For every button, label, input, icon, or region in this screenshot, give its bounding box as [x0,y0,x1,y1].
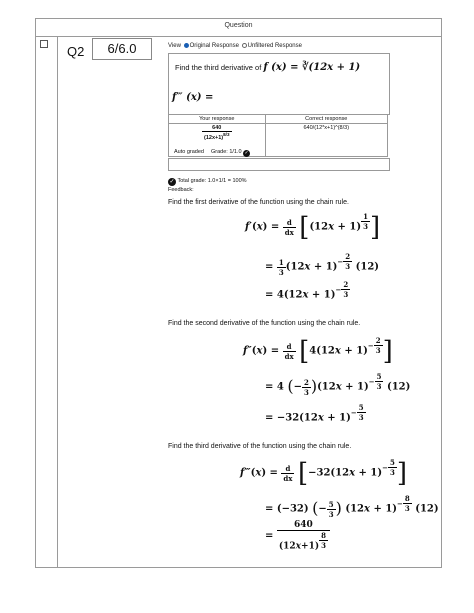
grading-row [168,148,388,158]
step2-eq3: = $-32(12x + 1)^{- \frac{5}{3}}$ [265,403,364,424]
step1-eq1: f′(x) = $\frac{d}{dx}$ [(12x + 1) $^{\frac{1}{3}}$ ] [245,212,381,243]
row-checkbox[interactable] [40,40,48,48]
view-option-original[interactable]: Original Response [189,43,239,49]
your-response-numerator: 640 [202,125,232,132]
grade-text: Grade: 1/1.0 [211,149,242,155]
question-prompt [175,62,360,73]
feedback-label: Feedback: [168,187,194,193]
function-expression: f (x) = ∛(12x + 1) [263,62,361,73]
radio-unfiltered-icon[interactable] [242,43,247,48]
radio-original-icon[interactable] [184,43,189,48]
total-grade [168,178,247,186]
step3-eq3: = 640 (12x+1) $^{\frac{8}{3}}$ [265,520,330,552]
step3-eq2: = (−32) (− $\frac{5}{3}$ ) $(12x + 1)^{- \frac{8}{3}}$ (12) [265,494,439,519]
step2-text: Find the second derivative of the function using the chain rule. [168,320,361,327]
step3-text: Find the third derivative of the function using the chain rule. [168,443,352,450]
table-header [35,18,442,37]
prompt-text: Find the third derivative of [175,63,262,72]
feedback-input[interactable] [168,158,390,171]
step1-eq2: = $\frac{1}{3}$ $(12x + 1)^{- \frac{2}{3}}$ (12) [265,252,380,277]
step1-eq3: = $4(12x + 1)^{- \frac{2}{3}}$ [265,280,349,301]
check-icon: ✓ [244,150,249,156]
answer-label: f‴ (x) = [172,92,214,103]
question-box [168,53,390,115]
col-your-response: Your response [169,115,266,124]
col-correct-response: Correct response [265,115,387,124]
step2-eq1: f″(x) = $\frac{d}{dx}$ [$4(12x + 1)^{- \frac{2}{3}}$ ] [243,336,393,367]
total-grade-text: Total grade: 1.0×1/1 = 100% [177,178,247,184]
check-circle-icon: ✓ [169,179,175,185]
view-option-unfiltered[interactable]: Unfiltered Response [247,43,302,49]
score-box: 6/6.0 [92,38,152,60]
view-label: View [168,43,181,49]
column-divider [57,36,58,567]
auto-graded-label: Auto graded [174,149,204,155]
header-title: Question [224,22,253,29]
view-options [168,43,302,49]
your-response-fraction [202,125,232,141]
step2-eq2: = 4 (− $\frac{2}{3}$ )$(12x + 1)^{- \frac{5}{3}}$ (12) [265,372,411,397]
question-number: Q2 [67,44,85,59]
your-response-exponent: 8/3 [223,132,230,137]
step1-text: Find the first derivative of the function using the chain rule. [168,199,349,206]
step3-eq1: f‴(x) = $\frac{d}{dx}$ [$-32(12x + 1)^{- \frac{5}{3}}$ ] [240,458,407,489]
your-response-denominator: (12x+1) [204,134,224,141]
correct-response-cell: 640/(12*x+1)^(8/3) [265,124,387,157]
